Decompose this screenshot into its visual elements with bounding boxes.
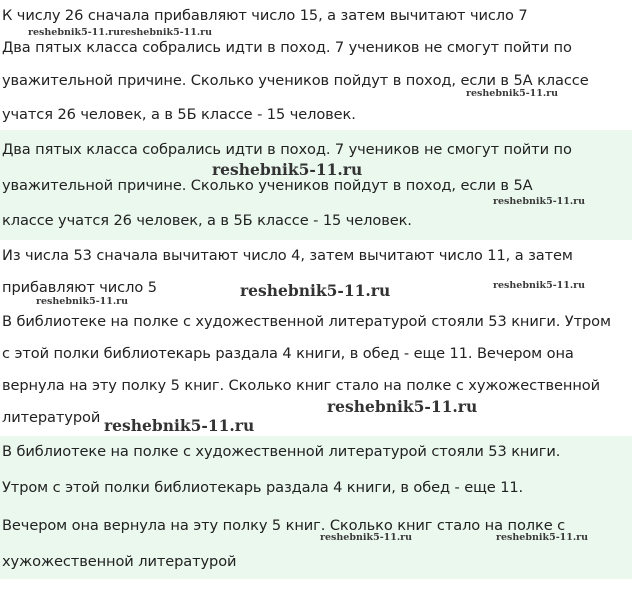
- watermark: reshebnik5-11.ru: [493, 196, 586, 207]
- task-3: [0, 130, 632, 240]
- task-6: [0, 436, 632, 579]
- task-5-line-2: с этой полки библиотекарь раздала 4 книги, в обед - еще 11. Вечером она: [2, 345, 574, 362]
- watermark: reshebnik5-11.ru: [120, 27, 213, 38]
- watermark: reshebnik5-11.ru: [212, 160, 363, 179]
- task-6-line-2: Утром с этой полки библиотекарь раздала 4 книги, в обед - еще 11.: [2, 479, 524, 496]
- watermark: reshebnik5-11.ru: [327, 397, 478, 416]
- watermark: reshebnik5-11.ru: [36, 296, 129, 307]
- watermark: reshebnik5-11.ru: [240, 281, 391, 300]
- task-4-line-2: прибавляют число 5: [2, 279, 157, 296]
- task-3-line-2: уважительной причине. Сколько учеников пойдут в поход, если в 5А: [2, 177, 533, 194]
- task-2-line-3: учатся 26 человек, а в 5Б классе - 15 человек.: [2, 106, 356, 123]
- task-2-line-1: Два пятых класса собрались идти в поход. 7 учеников не смогут пойти по: [2, 39, 572, 56]
- task-4-line-1: Из числа 53 сначала вычитают число 4, затем вычитают число 11, а затем: [2, 247, 573, 264]
- task-2: [0, 38, 632, 130]
- task-6-line-4: хужожественной литературой: [2, 553, 237, 570]
- watermark: reshebnik5-11.ru: [28, 27, 121, 38]
- watermark: reshebnik5-11.ru: [466, 88, 559, 99]
- task-6-line-3: Вечером она вернула на эту полку 5 книг. Сколько книг стало на полке с: [2, 517, 566, 534]
- task-5-line-4: литературой: [2, 409, 101, 426]
- task-3-line-3: классе учатся 26 человек, а в 5Б классе - 15 человек.: [2, 212, 412, 229]
- task-3-line-1: Два пятых класса собрались идти в поход. 7 учеников не смогут пойти по: [2, 141, 572, 158]
- task-6-line-1: В библиотеке на полке с художественной литературой стояли 53 книги.: [2, 443, 561, 460]
- watermark: reshebnik5-11.ru: [104, 416, 255, 435]
- task-5-line-1: В библиотеке на полке с художественной литературой стояли 53 книги. Утром: [2, 313, 611, 330]
- task-1-line-1: К числу 26 сначала прибавляют число 15, а затем вычитают число 7: [2, 7, 528, 24]
- task-2-line-2: уважительной причине. Сколько учеников пойдут в поход, если в 5А классе: [2, 72, 589, 89]
- watermark: reshebnik5-11.ru: [496, 532, 589, 543]
- task-5-line-3: вернула на эту полку 5 книг. Сколько книг стало на полке с хужожественной: [2, 377, 600, 394]
- task-5: [0, 310, 632, 436]
- watermark: reshebnik5-11.ru: [320, 532, 413, 543]
- watermark: reshebnik5-11.ru: [493, 280, 586, 291]
